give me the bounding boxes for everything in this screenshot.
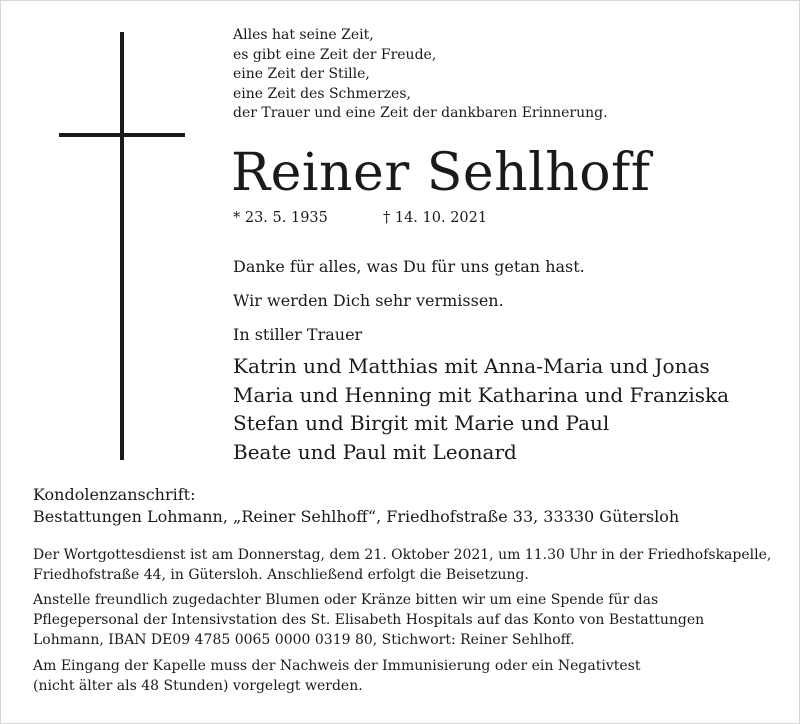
family-list — [233, 352, 729, 466]
family-line: Katrin und Matthias mit Anna-Maria und Jonas — [233, 354, 710, 378]
poem — [233, 26, 608, 124]
covid-line: Am Eingang der Kapelle muss der Nachweis der Immunisierung oder ein Negativtest — [33, 658, 641, 674]
cross-vertical-bar — [120, 32, 124, 460]
deceased-name: Reiner Sehlhoff — [231, 143, 651, 203]
mourning-label: In stiller Trauer — [233, 325, 363, 344]
poem-line: der Trauer und eine Zeit der dankbaren Erinnerung. — [233, 105, 608, 122]
covid-notice — [33, 656, 773, 696]
donation-line: Pflegepersonal der Intensivstation des St. Elisabeth Hospitals auf das Konto von Bestattungen — [33, 612, 705, 628]
thanks-message: Danke für alles, was Du für uns getan hast. — [233, 257, 585, 276]
miss-message: Wir werden Dich sehr vermissen. — [233, 291, 504, 310]
family-line: Stefan und Birgit mit Marie und Paul — [233, 411, 610, 435]
condolence-label: Kondolenzanschrift: — [33, 485, 196, 504]
service-line: Der Wortgottesdienst ist am Donnerstag, dem 21. Oktober 2021, um 11.30 Uhr in der Friedhofskapelle, — [33, 547, 772, 563]
poem-line: Alles hat seine Zeit, — [233, 27, 374, 43]
family-line: Maria und Henning mit Katharina und Franziska — [233, 382, 730, 407]
death-date: † 14. 10. 2021 — [383, 210, 488, 226]
covid-line: (nicht älter als 48 Stunden) vorgelegt werden. — [33, 678, 363, 694]
cross-horizontal-bar — [59, 133, 185, 137]
donation-notice — [33, 590, 773, 650]
family-line: Beate und Paul mit Leonard — [233, 439, 517, 464]
condolence-address-line: Bestattungen Lohmann, „Reiner Sehlhoff“, Friedhofstraße 33, 33330 Gütersloh — [33, 507, 680, 526]
birth-date: * 23. 5. 1935 — [233, 210, 328, 226]
service-line: Friedhofstraße 44, in Gütersloh. Anschließend erfolgt die Beisetzung. — [33, 567, 529, 583]
poem-line: eine Zeit des Schmerzes, — [233, 85, 411, 102]
condolence-address — [33, 484, 679, 528]
poem-line: es gibt eine Zeit der Freude, — [233, 46, 437, 63]
donation-line: Lohmann, IBAN DE09 4785 0065 0000 0319 80, Stichwort: Reiner Sehlhoff. — [33, 632, 575, 648]
donation-line: Anstelle freundlich zugedachter Blumen oder Kränze bitten wir um eine Spende für das — [33, 592, 659, 608]
service-notice — [33, 545, 773, 585]
poem-line: eine Zeit der Stille, — [233, 66, 370, 83]
